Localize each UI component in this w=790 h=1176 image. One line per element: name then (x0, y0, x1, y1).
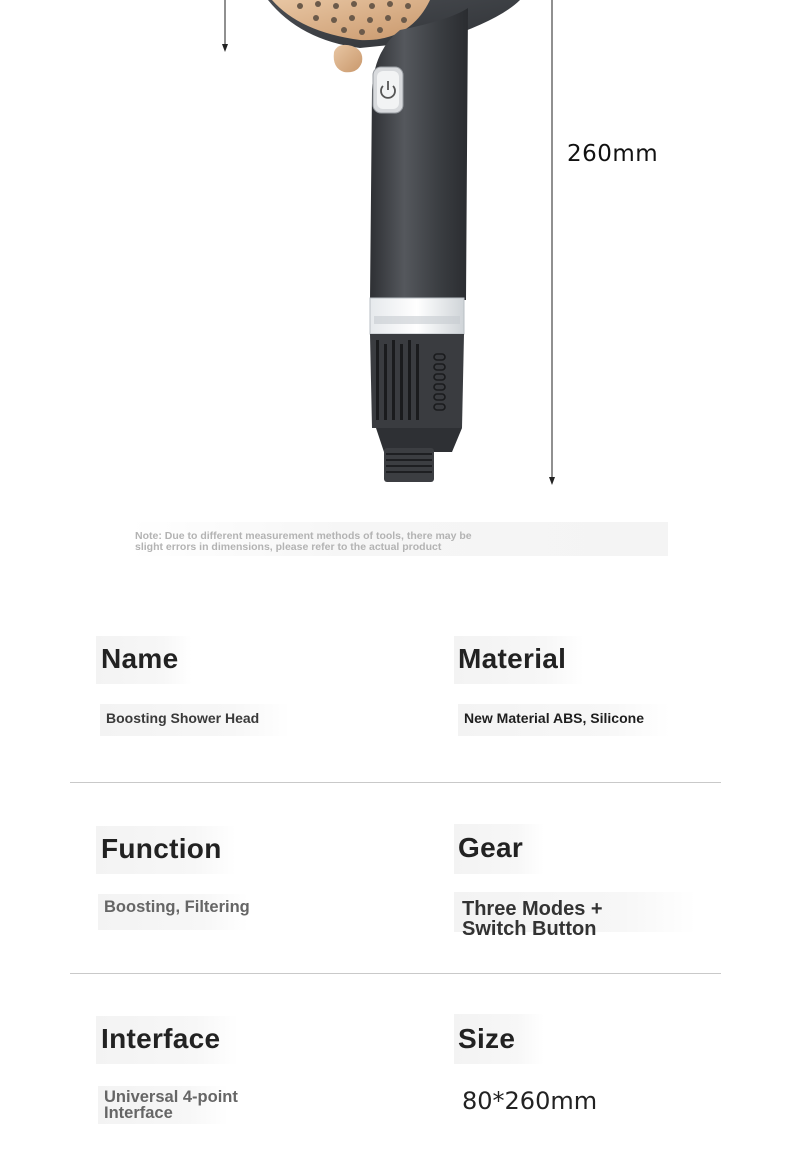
spec-value-name: Boosting Shower Head (106, 710, 260, 726)
spec-value-function: Boosting, Filtering (104, 898, 250, 916)
spec-heading-size: Size (458, 1023, 516, 1054)
measurement-note: Note: Due to different measurement methods of tools, there may be slight errors in dimensions, please refer to the actual product (130, 522, 668, 556)
power-button-icon[interactable] (372, 66, 404, 114)
row-divider (70, 973, 721, 974)
spec-heading-function: Function (101, 833, 222, 864)
spec-value-interface: Universal 4-point Interface (104, 1088, 238, 1122)
spec-heading-name: Name (101, 643, 179, 674)
spec-heading-gear: Gear (458, 832, 524, 863)
spec-value-gear: Three Modes + Switch Button (462, 898, 603, 940)
spec-value-material: New Material ABS, Silicone (464, 710, 644, 726)
spec-heading-material: Material (458, 643, 567, 674)
spec-heading-interface: Interface (101, 1023, 221, 1054)
height-dimension-label: 260mm (567, 141, 659, 167)
spec-value-size: 80*260mm (462, 1087, 598, 1115)
row-divider (70, 782, 721, 783)
